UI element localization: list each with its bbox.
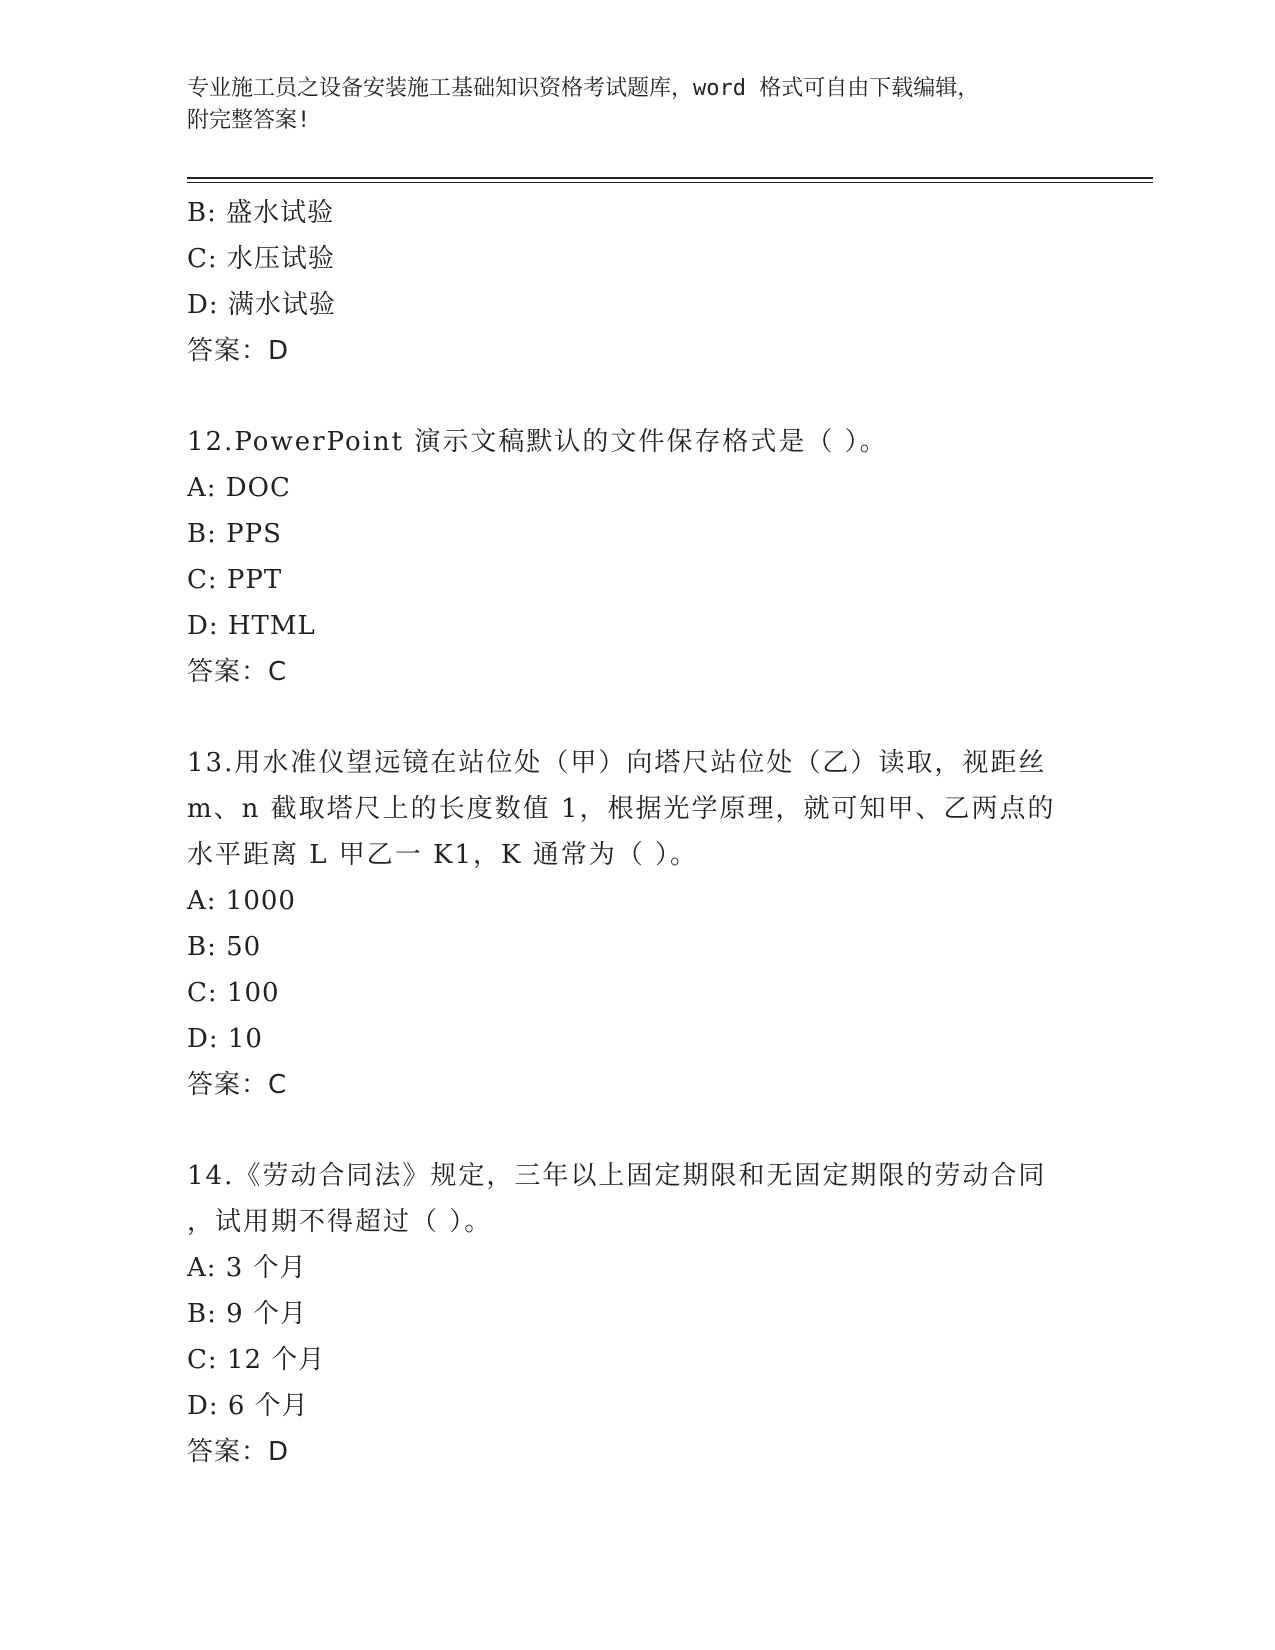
question-13 — [187, 740, 1087, 1108]
option-a: A: DOC — [187, 473, 291, 503]
option-c: C: 水压试验 — [187, 244, 335, 274]
header-divider — [187, 177, 1153, 179]
spacer — [187, 695, 1087, 740]
option-c: C: 100 — [187, 978, 280, 1008]
answer-line: 答案：D — [187, 336, 290, 366]
question-stem: 13.用水准仪望远镜在站位处（甲）向塔尺站位处（乙）读取，视距丝 — [187, 748, 1047, 778]
header-divider-thin — [187, 182, 1153, 183]
option-d: D: HTML — [187, 611, 316, 641]
question-stem: 水平距离 L 甲乙一 K1，K 通常为（ ）。 — [187, 840, 698, 870]
option-d: D: 6 个月 — [187, 1391, 309, 1421]
question-stem: 14.《劳动合同法》规定，三年以上固定期限和无固定期限的劳动合同 — [187, 1161, 1047, 1191]
option-b: B: 50 — [187, 932, 262, 962]
option-b: B: 9 个月 — [187, 1299, 307, 1329]
answer-line: 答案：C — [187, 657, 288, 687]
question-list — [187, 190, 1087, 1475]
header-line-2: 附完整答案! — [187, 108, 311, 133]
option-c: C: PPT — [187, 565, 283, 595]
question-stem: 12.PowerPoint 演示文稿默认的文件保存格式是（ ）。 — [187, 427, 888, 457]
option-a: A: 1000 — [187, 886, 296, 916]
option-d: D: 满水试验 — [187, 290, 336, 320]
question-12 — [187, 419, 1087, 695]
document-header — [187, 73, 1087, 137]
answer-line: 答案：C — [187, 1070, 288, 1100]
question-14 — [187, 1153, 1087, 1475]
question-stem: ，试用期不得超过（ ）。 — [187, 1207, 493, 1237]
option-c: C: 12 个月 — [187, 1345, 326, 1375]
prev-question-block — [187, 190, 1087, 374]
option-d: D: 10 — [187, 1024, 263, 1054]
answer-line: 答案：D — [187, 1437, 290, 1467]
option-b: B: 盛水试验 — [187, 198, 335, 228]
option-b: B: PPS — [187, 519, 282, 549]
spacer — [187, 1108, 1087, 1153]
option-a: A: 3 个月 — [187, 1253, 307, 1283]
spacer — [187, 374, 1087, 419]
header-line-1: 专业施工员之设备安装施工基础知识资格考试题库，word 格式可自由下载编辑， — [187, 76, 980, 101]
question-stem: m、n 截取塔尺上的长度数值 1，根据光学原理，就可知甲、乙两点的 — [187, 794, 1056, 824]
